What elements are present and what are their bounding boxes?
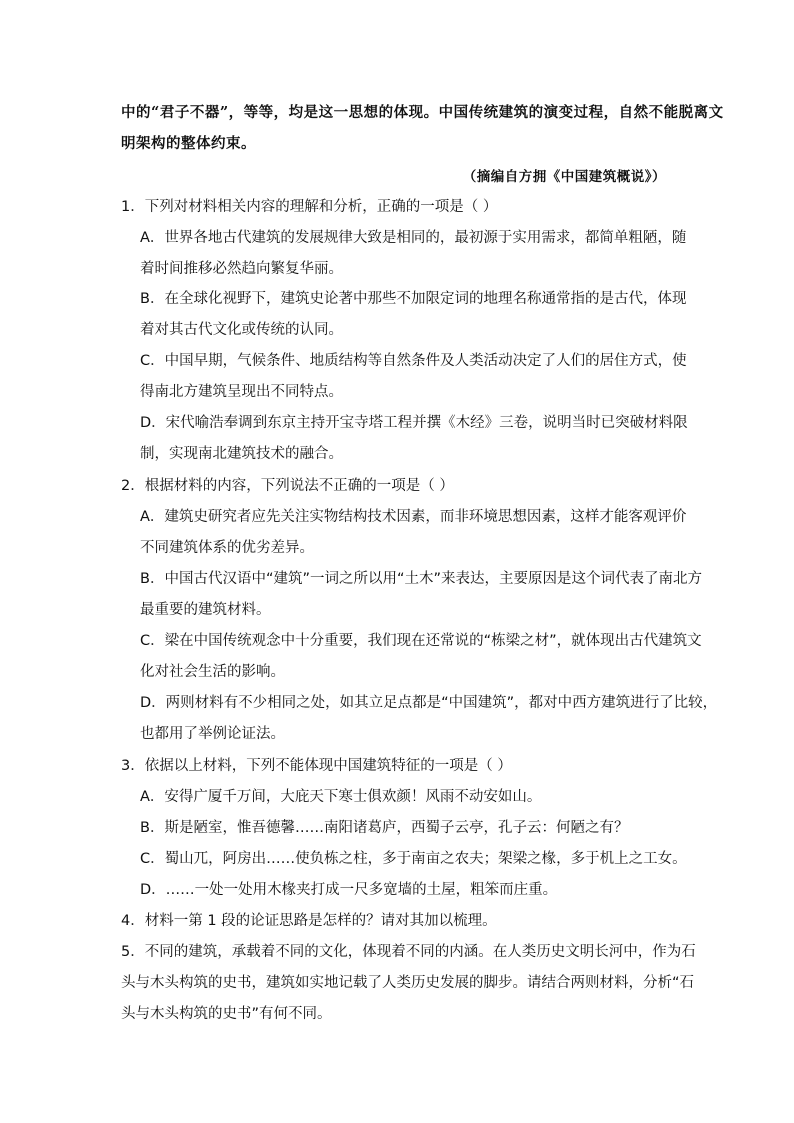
passage-line-2: 明架构的整体约束。	[121, 135, 256, 152]
question-5-line-1: 5．不同的建筑，承载着不同的文化，体现着不同的内涵。在人类历史文明长河中，作为石	[121, 944, 696, 960]
q2-option-b-line-1: B．中国古代汉语中“建筑”一词之所以用“土木”来表达，主要原因是这个词代表了南北方	[140, 571, 702, 587]
q1-option-a-line-1: A．世界各地古代建筑的发展规律大致是相同的，最初源于实用需求，都简单粗陋，随	[140, 230, 687, 246]
q2-option-c-line-1: C．梁在中国传统观念中十分重要，我们现在还常说的“栋梁之材”，就体现出古代建筑文	[140, 633, 702, 649]
q2-option-c-line-2: 化对社会生活的影响。	[140, 664, 285, 680]
q3-option-c: C．蜀山兀，阿房出……使负栋之柱，多于南亩之农夫；架梁之椽，多于机上之工女。	[140, 851, 687, 867]
passage-source: （摘编自方拥《中国建筑概说》）	[462, 169, 666, 185]
question-1-stem: 1．下列对材料相关内容的理解和分析，正确的一项是（ ）	[121, 199, 498, 215]
q2-option-a-line-2: 不同建筑体系的优劣差异。	[140, 540, 314, 556]
question-5-line-3: 头与木头构筑的史书”有何不同。	[121, 1006, 332, 1022]
q1-option-d-line-2: 制，实现南北建筑技术的融合。	[140, 446, 343, 462]
q2-option-b-line-2: 最重要的建筑材料。	[140, 602, 271, 618]
q3-option-d: D．……一处一处用木椽夹打成一尺多宽墙的土屋，粗笨而庄重。	[140, 882, 558, 898]
q1-option-c-line-2: 得南北方建筑呈现出不同特点。	[140, 384, 343, 400]
q1-option-a-line-2: 着时间推移必然趋向繁复华丽。	[140, 261, 343, 277]
question-4: 4．材料一第 1 段的论证思路是怎样的？请对其加以梳理。	[121, 913, 497, 929]
passage-line-1: 中的“君子不器”，等等，均是这一思想的体现。中国传统建筑的演变过程，自然不能脱离文	[121, 104, 724, 121]
q2-option-d-line-2: 也都用了举例论证法。	[140, 726, 285, 742]
q1-option-b-line-2: 着对其古代文化或传统的认同。	[140, 322, 343, 338]
question-3-stem: 3．依据以上材料，下列不能体现中国建筑特征的一项是（ ）	[121, 758, 512, 774]
q3-option-b: B．斯是陋室，惟吾德馨……南阳诸葛庐，西蜀子云亭，孔子云：何陋之有？	[140, 820, 629, 836]
q1-option-c-line-1: C．中国早期，气候条件、地质结构等自然条件及人类活动决定了人们的居住方式，使	[140, 353, 687, 369]
question-5-line-2: 头与木头构筑的史书，建筑如实地记载了人类历史发展的脚步。请结合两则材料，分析“石	[121, 975, 695, 991]
q1-option-b-line-1: B．在全球化视野下，建筑史论著中那些不加限定词的地理名称通常指的是古代，体现	[140, 291, 687, 307]
q2-option-a-line-1: A．建筑史研究者应先关注实物结构技术因素，而非环境思想因素，这样才能客观评价	[140, 509, 687, 525]
question-2-stem: 2．根据材料的内容，下列说法不正确的一项是（ ）	[121, 478, 454, 494]
q1-option-d-line-1: D．宋代喻浩奉调到东京主持开宝寺塔工程并撰《木经》三卷，说明当时已突破材料限	[140, 415, 688, 431]
q3-option-a: A．安得广厦千万间，大庇天下寒士俱欢颜！风雨不动安如山。	[140, 789, 542, 805]
q2-option-d-line-1: D．两则材料有不少相同之处，如其立足点都是“中国建筑”，都对中西方建筑进行了比较，	[140, 695, 718, 711]
